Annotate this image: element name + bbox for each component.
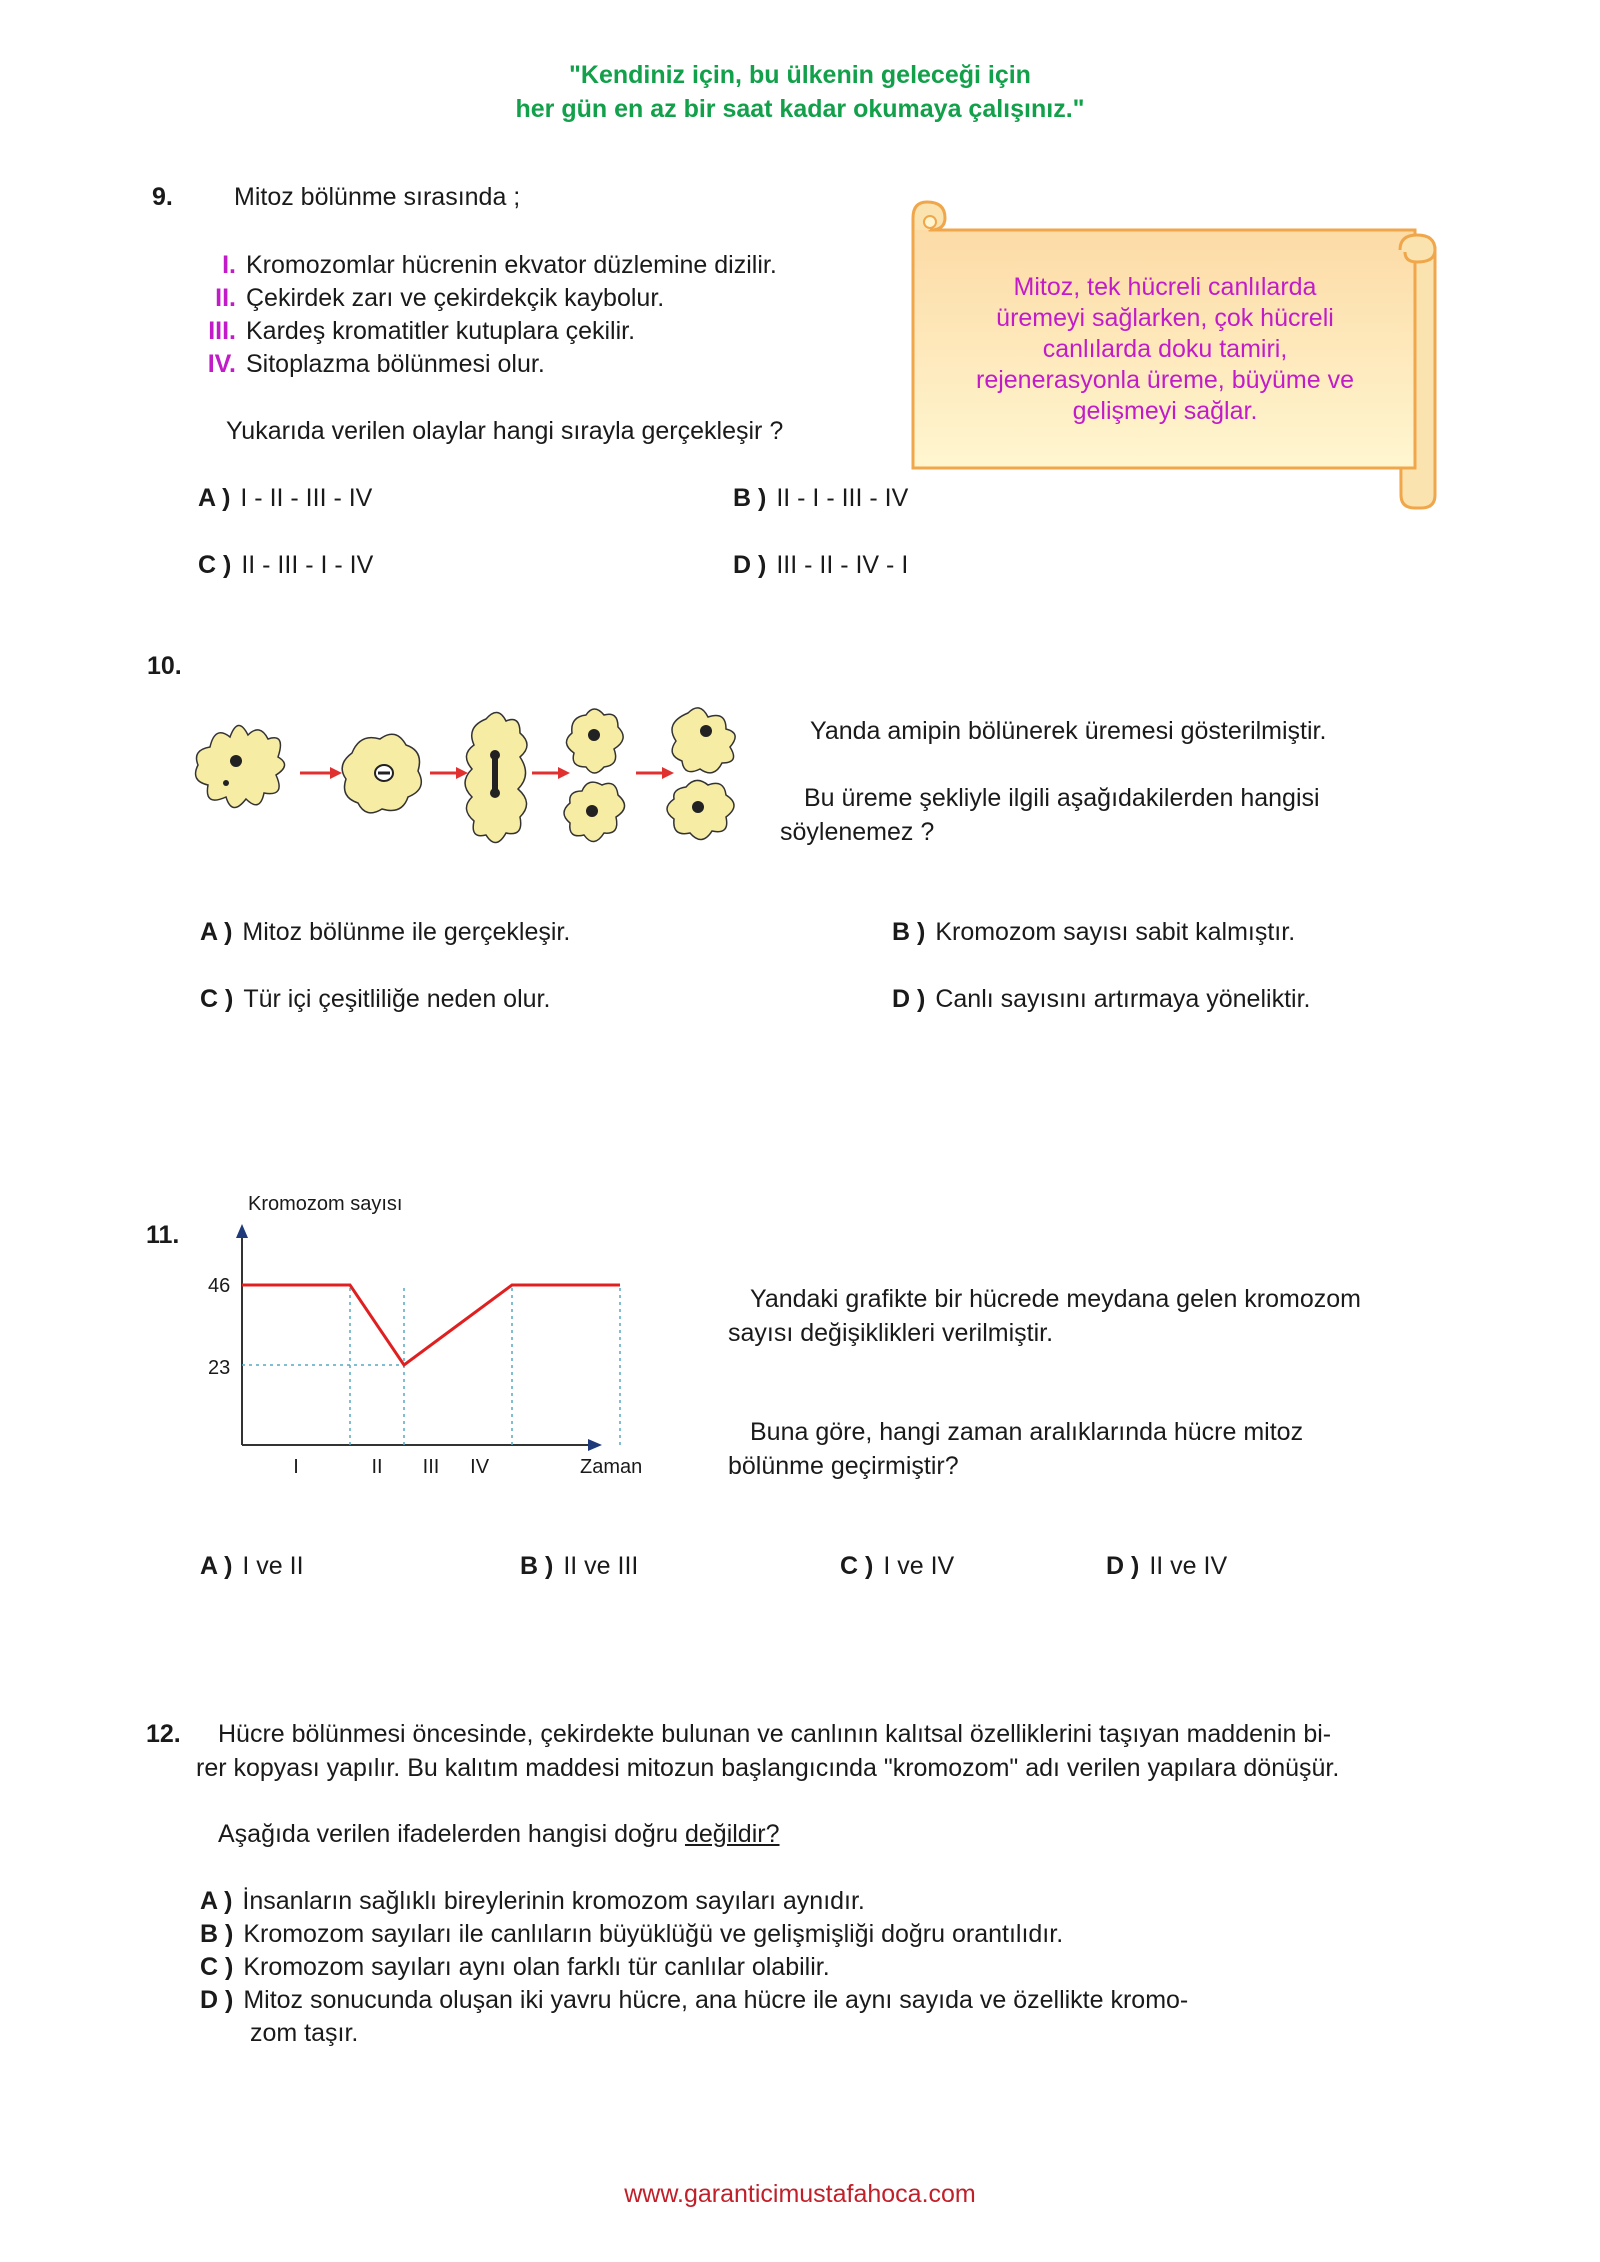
amoeba-division-illustration bbox=[190, 705, 770, 855]
chromosome-chart bbox=[190, 1180, 670, 1480]
q10-option-b[interactable]: B ) Kromozom sayısı sabit kalmıştır. bbox=[892, 918, 1296, 946]
question-12-para-2: rer kopyası yapılır. Bu kalıtım maddesi mitozun başlangıcında "kromozom" adı verilen yapılara dönüşür. bbox=[196, 1754, 1340, 1782]
chart-y-arrow bbox=[236, 1224, 248, 1238]
motto-line-1: "Kendiniz için, bu ülkenin geleceği için bbox=[569, 61, 1031, 89]
chart-series-line bbox=[242, 1285, 620, 1365]
question-12-prompt: Aşağıda verilen ifadelerden hangisi doğru değildir? bbox=[218, 1820, 780, 1848]
question-12-para-1: Hücre bölünmesi öncesinde, çekirdekte bulunan ve canlının kalıtsal özelliklerini taşıyan maddenin bi- bbox=[218, 1720, 1332, 1748]
chart-xtick-label: I bbox=[293, 1456, 299, 1478]
chart-ytick-23: 23 bbox=[208, 1357, 231, 1379]
question-10-text-3: söylenemez ? bbox=[780, 818, 935, 846]
question-10-text-2: Bu üreme şekliyle ilgili aşağıdakilerden hangisi bbox=[804, 784, 1320, 812]
q10-option-a[interactable]: A ) Mitoz bölünme ile gerçekleşir. bbox=[200, 918, 571, 946]
question-9-prompt: Yukarıda verilen olaylar hangi sırayla gerçekleşir ? bbox=[226, 417, 784, 445]
chart-xtick-label: IV bbox=[470, 1456, 490, 1478]
question-11-text-1: Yandaki grafikte bir hücrede meydana gelen kromozom bbox=[750, 1285, 1361, 1313]
q12-option-a[interactable]: A ) İnsanların sağlıklı bireylerinin kromozom sayıları aynıdır. bbox=[200, 1887, 865, 1915]
q9-option-c[interactable]: C ) II - III - I - IV bbox=[198, 551, 374, 579]
q9-item-3: III. Kardeş kromatitler kutuplara çekilir. bbox=[190, 314, 635, 348]
q10-option-d[interactable]: D ) Canlı sayısını artırmaya yöneliktir. bbox=[892, 985, 1311, 1013]
q9-option-a[interactable]: A ) I - II - III - IV bbox=[198, 484, 373, 512]
question-10-text-1: Yanda amipin bölünerek üremesi gösterilmiştir. bbox=[810, 717, 1327, 745]
amoeba-5-top bbox=[672, 708, 735, 773]
motto-line-2: her gün en az bir saat kadar okumaya çalışınız." bbox=[515, 95, 1085, 123]
roman-numeral: IV. bbox=[207, 350, 236, 378]
roman-numeral: II. bbox=[215, 284, 236, 312]
q11-option-d[interactable]: D ) II ve IV bbox=[1106, 1552, 1228, 1580]
q12-option-c[interactable]: C ) Kromozom sayıları aynı olan farklı tür canlılar olabilir. bbox=[200, 1953, 830, 1981]
q10-option-c[interactable]: C ) Tür içi çeşitliliğe neden olur. bbox=[200, 985, 551, 1013]
amoeba-4-top bbox=[566, 709, 623, 773]
question-9-stem: Mitoz bölünme sırasında ; bbox=[234, 183, 521, 211]
question-10-number: 10. bbox=[147, 652, 182, 680]
q11-option-b[interactable]: B ) II ve III bbox=[520, 1552, 639, 1580]
q9-item-1: I. Kromozomlar hücrenin ekvator düzlemine dizilir. bbox=[190, 248, 777, 282]
q12-option-b[interactable]: B ) Kromozom sayıları ile canlıların büyüklüğü ve gelişmişliği doğru orantılıdır. bbox=[200, 1920, 1064, 1948]
question-11-text-4: bölünme geçirmiştir? bbox=[728, 1452, 959, 1480]
chart-xlabel: Zaman bbox=[580, 1456, 643, 1478]
q9-item-4: IV. Sitoplazma bölünmesi olur. bbox=[190, 347, 545, 381]
question-11-text-2: sayısı değişiklikleri verilmiştir. bbox=[728, 1319, 1054, 1347]
q12-option-d-continued: zom taşır. bbox=[250, 2019, 359, 2047]
roman-numeral: I. bbox=[222, 251, 236, 279]
chart-ylabel: Kromozom sayısı bbox=[248, 1193, 403, 1215]
scroll-note-text: Mitoz, tek hücreli canlılarda üremeyi sağlarken, çok hücreli canlılarda doku tamiri, rejenerasyonla üreme, büyüme ve gelişmeyi sağlar. bbox=[976, 273, 1354, 425]
q9-item-2: II. Çekirdek zarı ve çekirdekçik kaybolur. bbox=[190, 281, 664, 315]
q9-option-d[interactable]: D ) III - II - IV - I bbox=[733, 551, 909, 579]
footer-url[interactable]: www.garanticimustafahoca.com bbox=[624, 2180, 976, 2208]
emphasis-not: değildir? bbox=[684, 1820, 780, 1848]
q11-option-a[interactable]: A ) I ve II bbox=[200, 1552, 304, 1580]
question-12-number: 12. bbox=[146, 1720, 181, 1748]
chart-ytick-46: 46 bbox=[208, 1275, 231, 1297]
roman-numeral: III. bbox=[208, 317, 236, 345]
q11-option-c[interactable]: C ) I ve IV bbox=[840, 1552, 955, 1580]
amoeba-1 bbox=[196, 725, 285, 807]
chart-xtick-label: III bbox=[422, 1456, 440, 1478]
question-11-number: 11. bbox=[146, 1221, 180, 1249]
q9-option-b[interactable]: B ) II - I - III - IV bbox=[733, 484, 909, 512]
chart-x-arrow bbox=[588, 1439, 602, 1451]
question-9-number: 9. bbox=[152, 183, 173, 211]
q12-option-d[interactable]: D ) Mitoz sonucunda oluşan iki yavru hücre, ana hücre ile aynı sayıda ve özellikte kromo- bbox=[200, 1986, 1189, 2014]
question-11-text-3: Buna göre, hangi zaman aralıklarında hücre mitoz bbox=[750, 1418, 1304, 1446]
chart-xtick-label: II bbox=[371, 1456, 383, 1478]
